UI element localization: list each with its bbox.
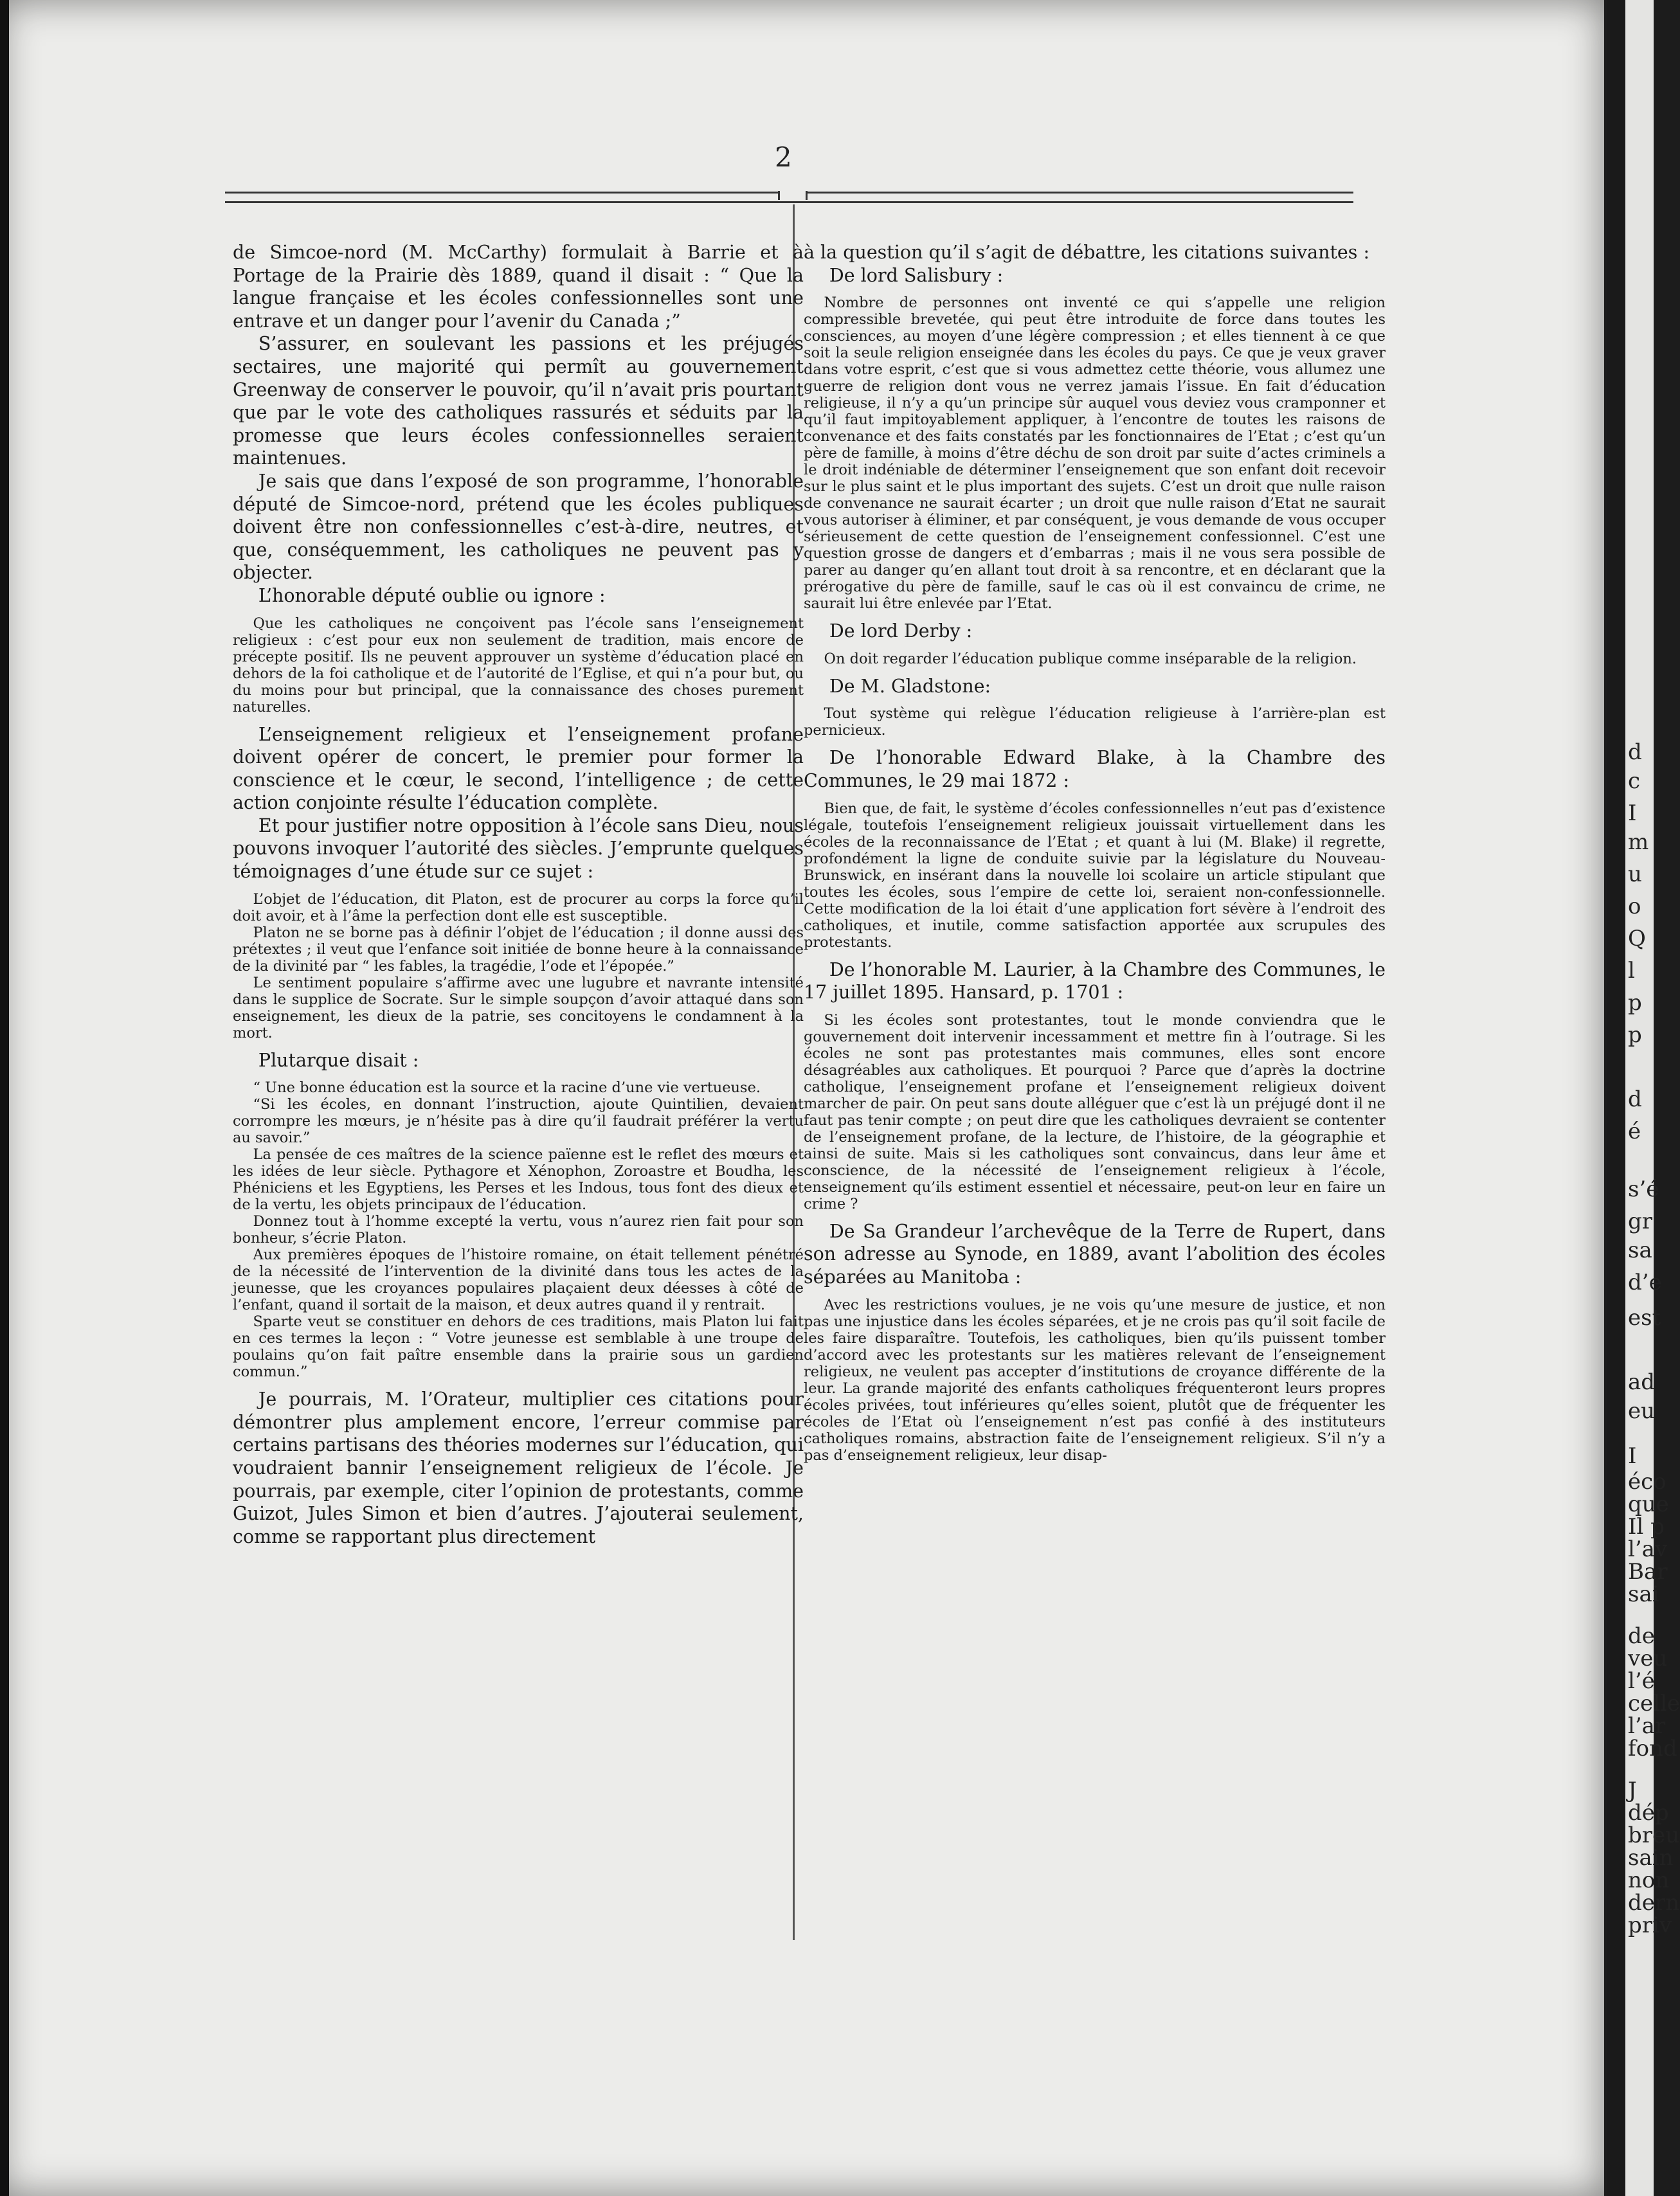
quotation-paragraph: La pensée de ces maîtres de la science païenne est le reflet des mœurs et les idées de leur siècle. Pythagore et Xénophon, Zoroastre et Boudha, les Phéniciens et les Egyptiens, les Perses et les Indous, tous font des dieux et de la vertu, les objets principaux de l’éducation. (233, 1146, 804, 1214)
neighbor-text-fragment: ad (1628, 1369, 1656, 1395)
neighbor-text-fragment: d (1628, 739, 1642, 765)
quotation-paragraph: Aux premières époques de l’histoire romaine, on était tellement pénétré de la nécessité de l’intervention de la divinité dans tous les actes de la jeunesse, que les croyances populaires plaçaient deux déesses à côté de l’enfant, quand il sortait de la maison, et deux autres quand il y rentrait. (233, 1246, 804, 1314)
spacer (233, 883, 804, 891)
neighbor-text-fragment: sai (1628, 1581, 1659, 1607)
right-column (804, 241, 1386, 1464)
quotation-paragraph: Tout système qui relègue l’éducation religieuse à l’arrière-plan est pernicieux. (804, 705, 1386, 739)
neighbor-text-fragment: veu (1628, 1646, 1668, 1671)
neighbor-text-fragment: dép (1628, 1800, 1669, 1826)
quotation-paragraph: Nombre de personnes ont inventé ce qui s’appelle une religion compressible brevetée, qui peut être introduite de force dans toutes les consciences, au moyen d’une légère compression ; et elles tiennent à ce que soit la seule religion enseignée dans les écoles du pays. Ce que je veux graver dans votre esprit, c’est que si vous admettez cette théorie, vous allumez une guerre de religion dont vous ne verrez jamais l’issue. En fait d’éducation religieuse, il n’y a qu’un principe sûr auquel vous deviez vous cramponner et qu’il faut impitoyablement appliquer, à l’encontre de toutes les raisons de convenance et des faits constatés par les fonctionnaires de l’Etat ; c’est qu’un père de famille, à moins d’être déchu de son droit par suite d’actes criminels a le droit indéniable de déterminer l’enseignement que son enfant doit recevoir sur le plus saint et le plus important des sujets. C’est un droit que nulle raison de convenance ne saurait écarter ; un droit que nulle raison d’Etat ne saurait vous autoriser à éliminer, et par conséquent, je vous demande de vous occuper sérieusement de cette question de l’enseignement confessionnel. C’est une question grosse de dangers et d’embarras ; mais il ne vous sera possible de parer au danger qu’en allant tout droit à sa rencontre, et en déclarant que la prérogative du père de famille, sauf le cas où il est convaincu de crime, ne saurait lui être enlevée par l’Etat. (804, 294, 1386, 613)
neighbor-text-fragment: est (1628, 1305, 1661, 1331)
body-paragraph: Et pour justifier notre opposition à l’école sans Dieu, nous pouvons invoquer l’autorité des siècles. J’emprunte quelques témoignages d’une étude sur ce sujet : (233, 815, 804, 883)
neighbor-text-fragment: J (1628, 1778, 1637, 1803)
neighbor-text-fragment: l’ar (1628, 1713, 1666, 1739)
page-number: 2 (775, 141, 792, 173)
body-paragraph: L’enseignement religieux et l’enseignement profane doivent opérer de concert, le premier pour former la conscience et le cœur, le second, l’intelligence ; de cette action conjointe résulte l’éducation complète. (233, 723, 804, 814)
neighbor-text-fragment: l’av (1628, 1536, 1668, 1562)
neighbor-text-fragment: I (1628, 800, 1637, 826)
spacer (804, 667, 1386, 675)
page-gutter (1607, 0, 1625, 2196)
spacer (233, 1041, 804, 1049)
spacer (804, 793, 1386, 800)
quotation-paragraph: Platon ne se borne pas à définir l’objet de l’éducation ; il donne aussi des prétextes ; il veut que l’enfance soit initiée de bonne heure à la connaissance de la divinité par “ les fables, la tragédie, l’ode et l’épopée.” (233, 924, 804, 975)
body-paragraph: de Simcoe-nord (M. McCarthy) formulait à Barrie et à Portage de la Prairie dès 1889, quand il disait : “ Que la langue française et les écoles confessionnelles sont une entrave et un danger pour l’avenir du Canada ;” (233, 242, 804, 332)
neighbor-text-fragment: l’é (1628, 1668, 1655, 1694)
spacer (804, 1004, 1386, 1012)
spacer (233, 716, 804, 723)
neighbor-text-fragment: p (1628, 1022, 1642, 1048)
neighbor-text-fragment: I (1628, 1443, 1637, 1469)
neighbor-text-fragment: c (1628, 768, 1641, 794)
neighbor-text-fragment: s’é (1628, 1176, 1659, 1202)
spacer (804, 739, 1386, 746)
neighbor-text-fragment: sa (1628, 1238, 1652, 1263)
neighbor-text-fragment: p (1628, 990, 1642, 1016)
quotation-paragraph: Avec les restrictions voulues, je ne vois qu’une mesure de justice, et non pas une injustice dans les écoles séparées, et je ne crois pas qu’il soit facile de les faire disparaître. Toutefois, les catholiques, bien qu’ils puissent tomber d’accord avec les protestants sur les matières relevant de l’enseignement religieux, ne veulent pas accepter d’institutions de croyance différente de la leur. La grande majorité des enfants catholiques fréquenteront leurs propres écoles privées, tout inférieures qu’elles soient, plutôt que de fréquenter les écoles de l’Etat où l’enseignement n’est pas confié à des instituteurs catholiques romains, abstraction faite de l’enseignement religieux. S’il n’y a pas d’enseignement religieux, leur disap- (804, 1296, 1386, 1464)
spacer (804, 1212, 1386, 1220)
spacer (804, 951, 1386, 959)
quotation-paragraph: Le sentiment populaire s’affirme avec une lugubre et navrante intensité dans le supplice de Socrate. Sur le simple soupçon d’avoir attaqué dans son enseignement, les dieux de la patrie, ses concitoyens le condamnent à la mort. (233, 974, 804, 1041)
body-paragraph: De lord Salisbury : (829, 264, 1004, 286)
neighbor-text-fragment: o (1628, 894, 1641, 919)
body-paragraph: à la question qu’il s’agit de débattre, les citations suivantes : (804, 242, 1370, 263)
spacer (804, 643, 1386, 651)
spacer (804, 698, 1386, 705)
quotation-paragraph: “Si les écoles, en donnant l’instruction, ajoute Quintilien, devaient corrompre les mœurs, je n’hésite pas à dire qu’il faudrait préférer la vertu au savoir.” (233, 1096, 804, 1147)
quotation-paragraph: L’objet de l’éducation, dit Platon, est de procurer au corps la force qu’il doit avoir, et à l’âme la perfection dont elle est susceptible. (233, 890, 804, 924)
neighbor-text-fragment: Il p (1628, 1514, 1665, 1540)
body-paragraph: Je sais que dans l’exposé de son programme, l’honorable député de Simcoe-nord, prétend que les écoles publiques doivent être non confessionnelles c’est-à-dire, neutres, et que, conséquemment, les catholiques ne peuvent pas y objecter. (233, 470, 804, 584)
neighbor-text-fragment: celle (1628, 1691, 1680, 1716)
spacer (804, 287, 1386, 294)
body-paragraph: De lord Derby : (829, 620, 973, 642)
neighbor-text-fragment: d’e (1628, 1270, 1662, 1295)
scan-border (0, 0, 9, 2196)
neighbor-text-fragment: eu (1628, 1398, 1656, 1424)
spacer (233, 1072, 804, 1079)
spacer (233, 608, 804, 615)
neighbor-text-fragment: non (1628, 1868, 1670, 1893)
quotation-paragraph: Bien que, de fait, le système d’écoles confessionnelles n’eut pas d’existence légale, toutefois l’enseignement religieux jouissait virtuellement dans les écoles de la reconnaissance de l’Etat ; et quant à lui (M. Blake) il regrette, profondément la ligne de conduite suivie par la législature du Nouveau-Brunswick, en insérant dans la nouvelle loi scolaire un article stipulant que toutes les écoles, sous l’empire de cette loi, seraient non-confessionnelle. Cette modification de la loi était d’une application fort sévère à l’endroit des catholiques, et inutile, comme satisfaction apportée aux scrupules des protestants. (804, 800, 1386, 951)
neighbor-text-fragment: Q (1628, 926, 1646, 951)
body-paragraph: De M. Gladstone: (829, 675, 991, 697)
neighbor-text-fragment: dern (1628, 1890, 1680, 1916)
spacer (804, 1289, 1386, 1297)
quotation-paragraph: Donnez tout à l’homme excepté la vertu, vous n’aurez rien fait pour son bonheur, s’écrie Platon. (233, 1213, 804, 1247)
neighbor-text-fragment: u (1628, 861, 1642, 887)
spacer (233, 1380, 804, 1388)
neighbor-text-fragment: é (1628, 1119, 1641, 1144)
neighbor-text-fragment: m (1628, 829, 1649, 855)
quotation-paragraph: Que les catholiques ne conçoivent pas l’école sans l’enseignement religieux : c’est pour eux non seulement de tradition, mais encore de précepte positif. Ils ne peuvent approuver un système d’éducation placé en dehors de la foi catholique et de l’autorité de l’Eglise, et qui n’a pour but, ou du moins pour but principal, que la connaissance des choses purement naturelles. (233, 615, 804, 716)
body-paragraph: De l’honorable M. Laurier, à la Chambre des Communes, le 17 juillet 1895. Hansard, p. 1701 : (804, 959, 1386, 1004)
neighbor-text-fragment: d (1628, 1086, 1642, 1112)
neighbor-text-fragment: l (1628, 958, 1635, 984)
neighbor-text-fragment: gr (1628, 1209, 1653, 1234)
adjacent-page-edge (1607, 0, 1680, 2196)
spacer (804, 612, 1386, 620)
body-paragraph: De l’honorable Edward Blake, à la Chambre des Communes, le 29 mai 1872 : (804, 747, 1386, 791)
body-paragraph: De Sa Grandeur l’archevêque de la Terre de Rupert, dans son adresse au Synode, en 1889, avant l’abolition des écoles séparées au Manitoba : (804, 1220, 1386, 1288)
rule-ornament (778, 191, 808, 200)
header-rule (225, 192, 1353, 203)
neighbor-text-fragment: Bar (1628, 1559, 1668, 1585)
quotation-paragraph: “ Une bonne éducation est la source et la racine d’une vie vertueuse. (253, 1079, 761, 1097)
neighbor-text-fragment: sain (1628, 1845, 1674, 1871)
neighbor-text-fragment: que (1628, 1491, 1669, 1517)
quotation-paragraph: Sparte veut se constituer en dehors de ces traditions, mais Platon lui fait en ces termes la leçon : “ Votre jeunesse est semblable à une troupe de poulains qu’on fait paître ensemble dans la prairie sous un gardien commun.” (233, 1313, 804, 1381)
body-paragraph: Plutarque disait : (258, 1049, 419, 1071)
body-paragraph: S’assurer, en soulevant les passions et les préjugés sectaires, une majorité qui permît au gouvernement Greenway de conserver le pouvoir, qu’il n’avait pris pourtant que par le vote des catholiques rassurés et séduits par la promesse que leurs écoles confessionnelles seraient maintenues. (233, 333, 804, 469)
body-paragraph: Je pourrais, M. l’Orateur, multiplier ces citations pour démontrer plus amplement encore, l’erreur commise par certains partisans des théories modernes sur l’éducation, qui voudraient bannir l’enseignement religieux de l’école. Je pourrais, par exemple, citer l’opinion de protestants, comme Guizot, Jules Simon et bien d’autres. J’ajouterai seulement, comme se rapportant plus directement (233, 1389, 804, 1547)
quotation-paragraph: On doit regarder l’éducation publique comme inséparable de la religion. (824, 650, 1357, 667)
body-paragraph: L’honorable député oublie ou ignore : (258, 584, 606, 606)
quotation-paragraph: Si les écoles sont protestantes, tout le monde conviendra que le gouvernement doit intervenir incessamment et mettre fin à l’outrage. Si les écoles ne sont pas protestantes mais communes, elles sont encore désagréables aux catholiques. Et pourquoi ? Parce que d’après la doctrine catholique, l’enseignement profane et l’enseignement religieux doivent marcher de pair. On peut sans doute alléguer que c’est là un préjugé dont il ne faut pas tenir compte ; on peut dire que les catholiques devraient se contenter de l’enseignement profane, de la lecture, de l’histoire, de la géographie et ainsi de suite. Mais si les catholiques sont convaincus, dans leur âme et conscience, de la nécessité de l’enseignement religieux à l’école, enseignement qu’ils estiment essentiel et nécessaire, peut-on leur en faire un crime ? (804, 1011, 1386, 1212)
neighbor-text-fragment: de (1628, 1623, 1655, 1649)
left-column (233, 241, 804, 1548)
neighbor-text-fragment: fond (1628, 1736, 1677, 1761)
neighbor-text-fragment: breu (1628, 1823, 1680, 1848)
neighbor-text-fragment: éco (1628, 1469, 1666, 1495)
neighbor-text-fragment: priv (1628, 1913, 1672, 1938)
